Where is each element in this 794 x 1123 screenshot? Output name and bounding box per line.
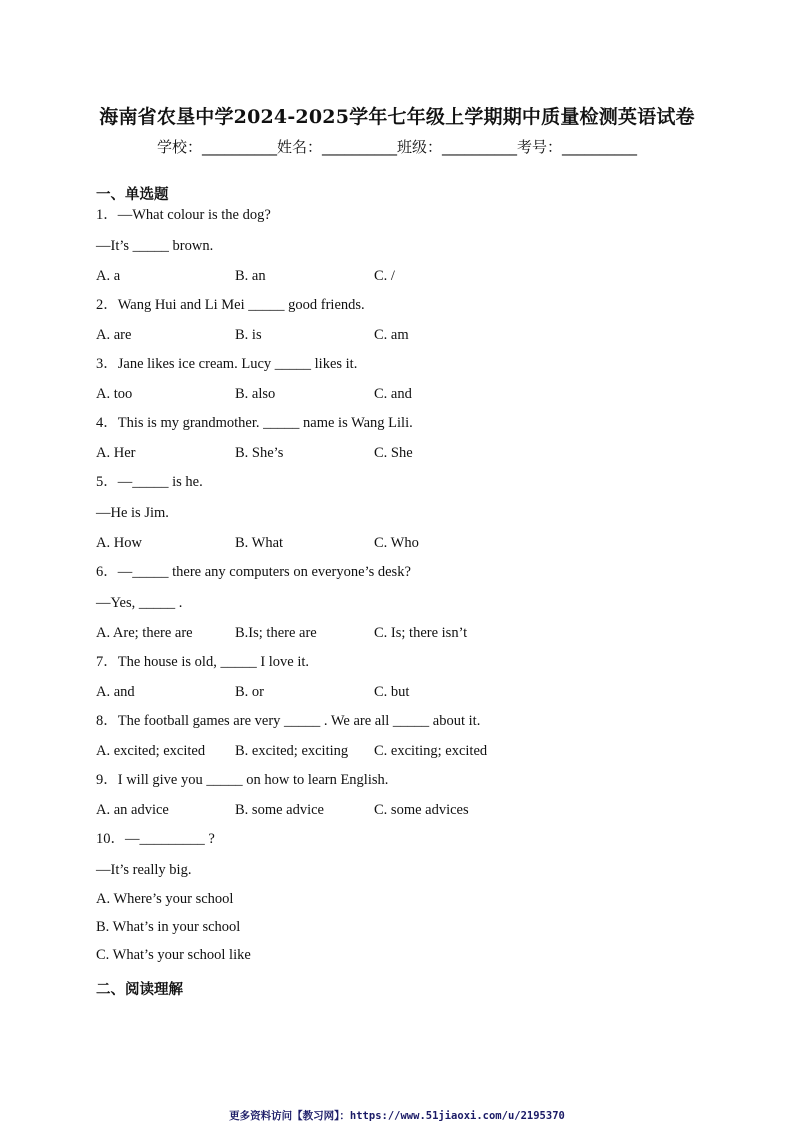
question-6-stem: 6．—_____ there any computers on everyone’s desk? <box>96 564 411 580</box>
question-10-option-b: B. What’s in your school <box>96 919 241 935</box>
question-7-stem: 7．The house is old, _____ I love it. <box>96 654 310 670</box>
question-1-option-a: A. a <box>96 268 121 284</box>
question-3-option-a: A. too <box>96 386 133 402</box>
question-6-option-a: A. Are; there are <box>96 625 193 641</box>
question-4-option-a: A. Her <box>96 445 136 461</box>
question-9-option-a: A. an advice <box>96 802 169 818</box>
question-8-option-c: C. exciting; excited <box>374 743 488 759</box>
student-info-line <box>0 136 794 157</box>
question-1-stem: 1．—What colour is the dog? <box>96 207 271 223</box>
question-3-stem: 3．Jane likes ice cream. Lucy _____ likes it. <box>96 356 358 372</box>
question-8-stem: 8．The football games are very _____ . We are all _____ about it. <box>96 713 481 729</box>
question-10-option-c: C. What’s your school like <box>96 947 251 963</box>
question-4-option-c: C. She <box>374 445 413 461</box>
question-2-option-b: B. is <box>235 327 262 343</box>
question-5-reply: —He is Jim. <box>96 505 169 521</box>
question-9-option-c: C. some advices <box>374 802 469 818</box>
question-2-stem: 2．Wang Hui and Li Mei _____ good friends. <box>96 297 365 313</box>
question-7-option-a: A. and <box>96 684 135 700</box>
question-8-option-a: A. excited; excited <box>96 743 206 759</box>
page-title: 海南省农垦中学2024-2025学年七年级上学期期中质量检测英语试卷 <box>99 106 695 128</box>
question-4-stem: 4．This is my grandmother. _____ name is Wang Lili. <box>96 415 413 431</box>
question-7-option-c: C. but <box>374 684 410 700</box>
question-3-option-b: B. also <box>235 386 276 402</box>
question-1-reply: —It’s _____ brown. <box>96 238 214 254</box>
question-10-stem: 10．—_________ ? <box>96 831 215 847</box>
question-9-stem: 9．I will give you _____ on how to learn English. <box>96 772 389 788</box>
question-5-option-a: A. How <box>96 535 142 551</box>
question-4-option-b: B. She’s <box>235 445 284 461</box>
question-2-option-c: C. am <box>374 327 409 343</box>
question-2-option-a: A. are <box>96 327 132 343</box>
question-1-option-b: B. an <box>235 268 266 284</box>
section-heading-reading: 二、阅读理解 <box>96 982 183 998</box>
section-heading-single-choice: 一、单选题 <box>96 187 169 203</box>
question-10-reply: —It’s really big. <box>96 862 192 878</box>
question-6-reply: —Yes, _____ . <box>96 595 183 611</box>
question-8-option-b: B. excited; exciting <box>235 743 349 759</box>
question-7-option-b: B. or <box>235 684 264 700</box>
question-1-option-c: C. / <box>374 268 395 284</box>
question-6-option-b: B.Is; there are <box>235 625 317 641</box>
question-5-option-b: B. What <box>235 535 284 551</box>
question-3-option-c: C. and <box>374 386 412 402</box>
footer-link-text[interactable]: 更多资料访问【教习网】：https://www.51jiaoxi.com/u/2195370 <box>229 1110 565 1122</box>
question-6-option-c: C. Is; there isn’t <box>374 625 468 641</box>
question-9-option-b: B. some advice <box>235 802 324 818</box>
question-10-option-a: A. Where’s your school <box>96 891 234 907</box>
student-info-fields: 学校：__________姓名：__________班级：__________考号：__________ <box>156 138 637 156</box>
question-5-option-c: C. Who <box>374 535 419 551</box>
question-5-stem: 5．—_____ is he. <box>96 474 203 490</box>
